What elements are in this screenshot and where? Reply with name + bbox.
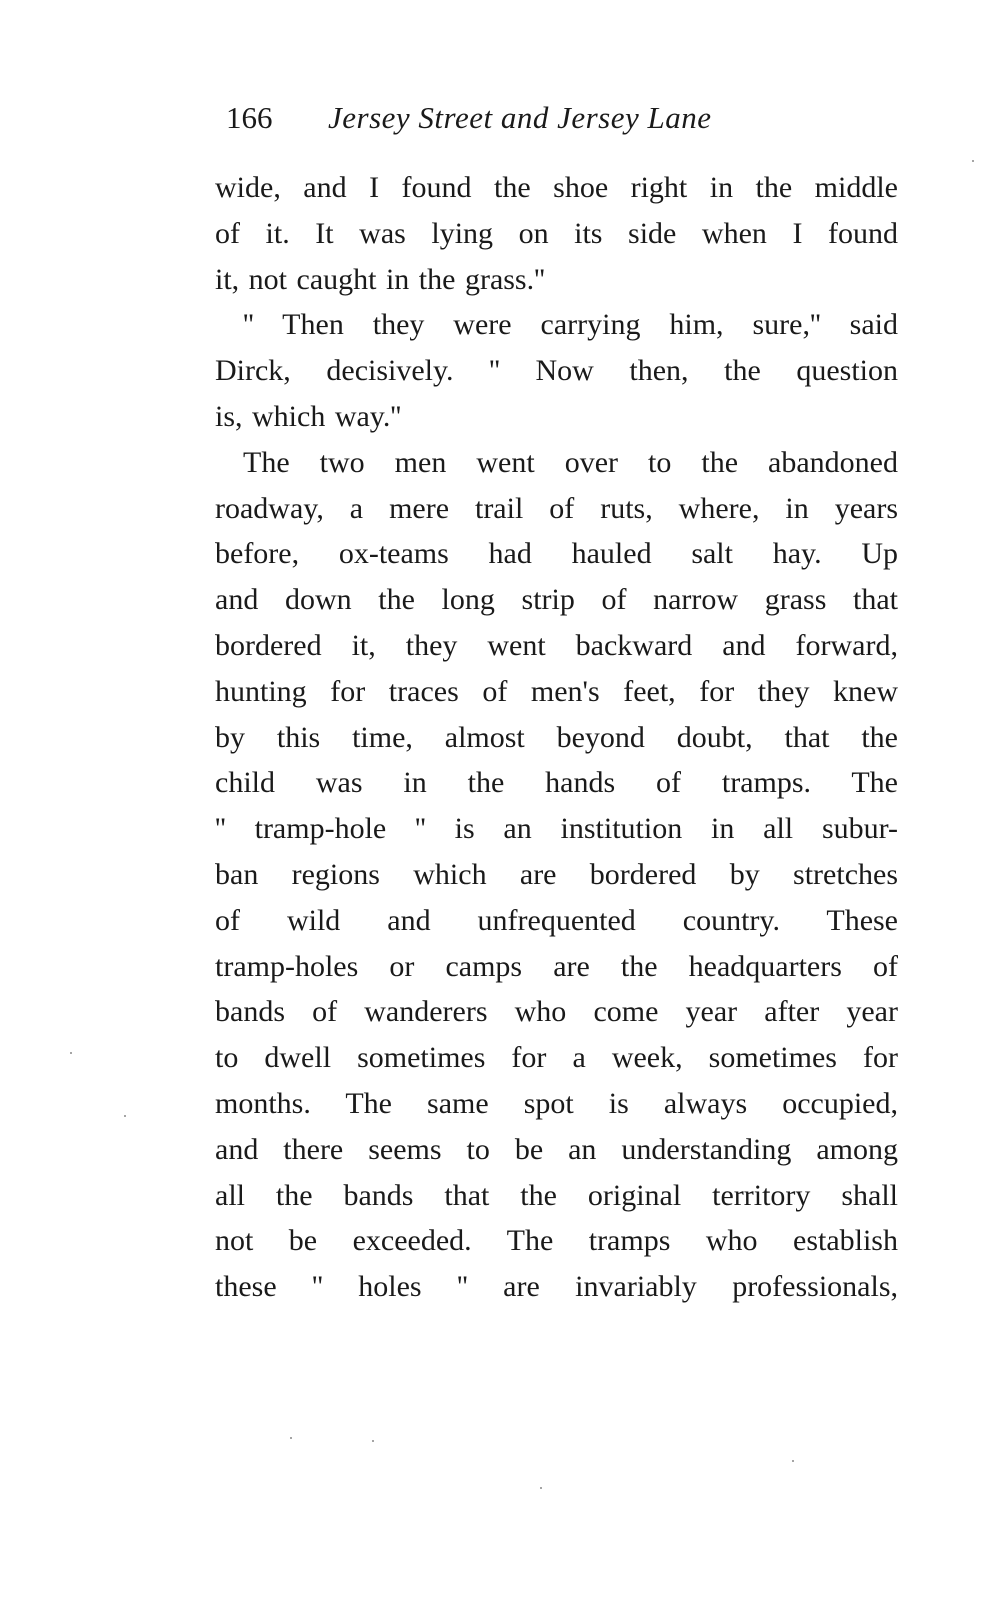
text-line: wide, and I found the shoe right in the middle (215, 171, 898, 204)
text-line: The two men went over to the abandoned (243, 445, 898, 479)
scan-speck (372, 1440, 374, 1442)
scan-speck (792, 1460, 794, 1462)
text-line: bands of wanderers who come year after year (215, 995, 898, 1029)
text-line: ban regions which are bordered by stretches (215, 858, 898, 891)
text-line: these '' holes '' are invariably professionals, (215, 1270, 898, 1304)
text-line: roadway, a mere trail of ruts, where, in years (215, 491, 898, 525)
text-line: of it. It was lying on its side when I found (215, 216, 898, 250)
text-line: to dwell sometimes for a week, sometimes for (215, 1041, 898, 1075)
text-line: Dirck, decisively. '' Now then, the question (215, 354, 898, 388)
text-line: is, which way.'' (215, 400, 402, 433)
text-line: and down the long strip of narrow grass that (215, 583, 898, 617)
text-line: all the bands that the original territory shall (215, 1178, 898, 1212)
scan-speck (70, 1052, 72, 1054)
text-line: by this time, almost beyond doubt, that the (215, 720, 898, 754)
text-line: before, ox-teams had hauled salt hay. Up (215, 537, 898, 571)
text-line: it, not caught in the grass.'' (215, 262, 545, 296)
scan-speck (290, 1437, 292, 1439)
text-line: of wild and unfrequented country. These (215, 903, 898, 937)
scan-speck (540, 1487, 542, 1489)
scan-speck (124, 1115, 126, 1117)
running-title: Jersey Street and Jersey Lane (328, 100, 712, 135)
text-line: and there seems to be an understanding among (215, 1132, 898, 1166)
text-line: '' Then they were carrying him, sure,'' said (243, 308, 898, 342)
text-line: bordered it, they went backward and forward, (215, 629, 898, 662)
text-line: child was in the hands of tramps. The (215, 766, 898, 800)
text-line: months. The same spot is always occupied, (215, 1087, 898, 1120)
text-line: tramp-holes or camps are the headquarters of (215, 949, 898, 983)
text-line: not be exceeded. The tramps who establish (215, 1224, 898, 1258)
text-line: '' tramp-hole '' is an institution in all subur- (215, 812, 898, 846)
text-line: hunting for traces of men's feet, for they knew (215, 674, 898, 708)
scan-speck (972, 160, 974, 162)
page-number: 166 (226, 100, 273, 135)
